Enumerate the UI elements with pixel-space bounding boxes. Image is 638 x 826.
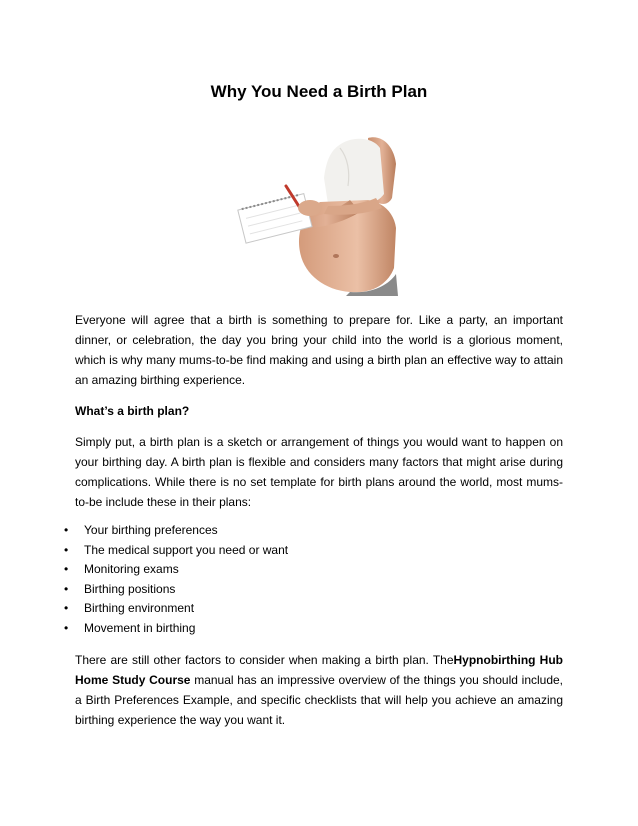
bullet-icon: • xyxy=(64,523,69,537)
section-paragraph: Simply put, a birth plan is a sketch or arrangement of things you would want to happen on your birthing day. A birth plan is flexible and considers many factors that might arise during complications. While there is no set template for birth plans around the world, most mums-to-be include these in their plans: xyxy=(75,435,563,509)
closing-paragraph xyxy=(75,650,563,730)
intro-paragraph: Everyone will agree that a birth is something to prepare for. Like a party, an important dinner, or celebration, the day you bring your child into the world is a glorious moment, which is why many mums-to-be find making and using a birth plan an effective way to attain an amazing birthing experience. xyxy=(75,313,563,387)
closing-text-end: manual has an impressive overview of the things you should include, a Birth Preferences Example, and specific checklists that will help you achieve an amazing birthing experience the way you want it. xyxy=(75,673,564,727)
bullet-icon: • xyxy=(64,542,69,557)
list-item: • The medical support you need or want xyxy=(0,541,638,561)
course-name: Hypnobirthing Hub Home Study Course xyxy=(75,653,563,687)
bullet-icon: • xyxy=(64,601,69,615)
bullet-list xyxy=(0,521,638,638)
section-heading: What’s a birth plan? xyxy=(75,404,190,418)
bullet-icon: • xyxy=(64,620,69,635)
list-item: • Birthing environment xyxy=(0,599,638,619)
pregnant-woman-writing-image xyxy=(200,128,430,296)
list-item: • Movement in birthing xyxy=(0,619,638,639)
bullet-icon: • xyxy=(64,562,69,576)
list-item: • Monitoring exams xyxy=(0,560,638,580)
closing-text-start: There are still other factors to consider when making a birth plan. The xyxy=(75,653,454,667)
bullet-icon: • xyxy=(64,581,69,596)
list-item: • Birthing positions xyxy=(0,580,638,600)
document-title: Why You Need a Birth Plan xyxy=(210,82,428,101)
list-item: • Your birthing preferences xyxy=(0,521,638,541)
